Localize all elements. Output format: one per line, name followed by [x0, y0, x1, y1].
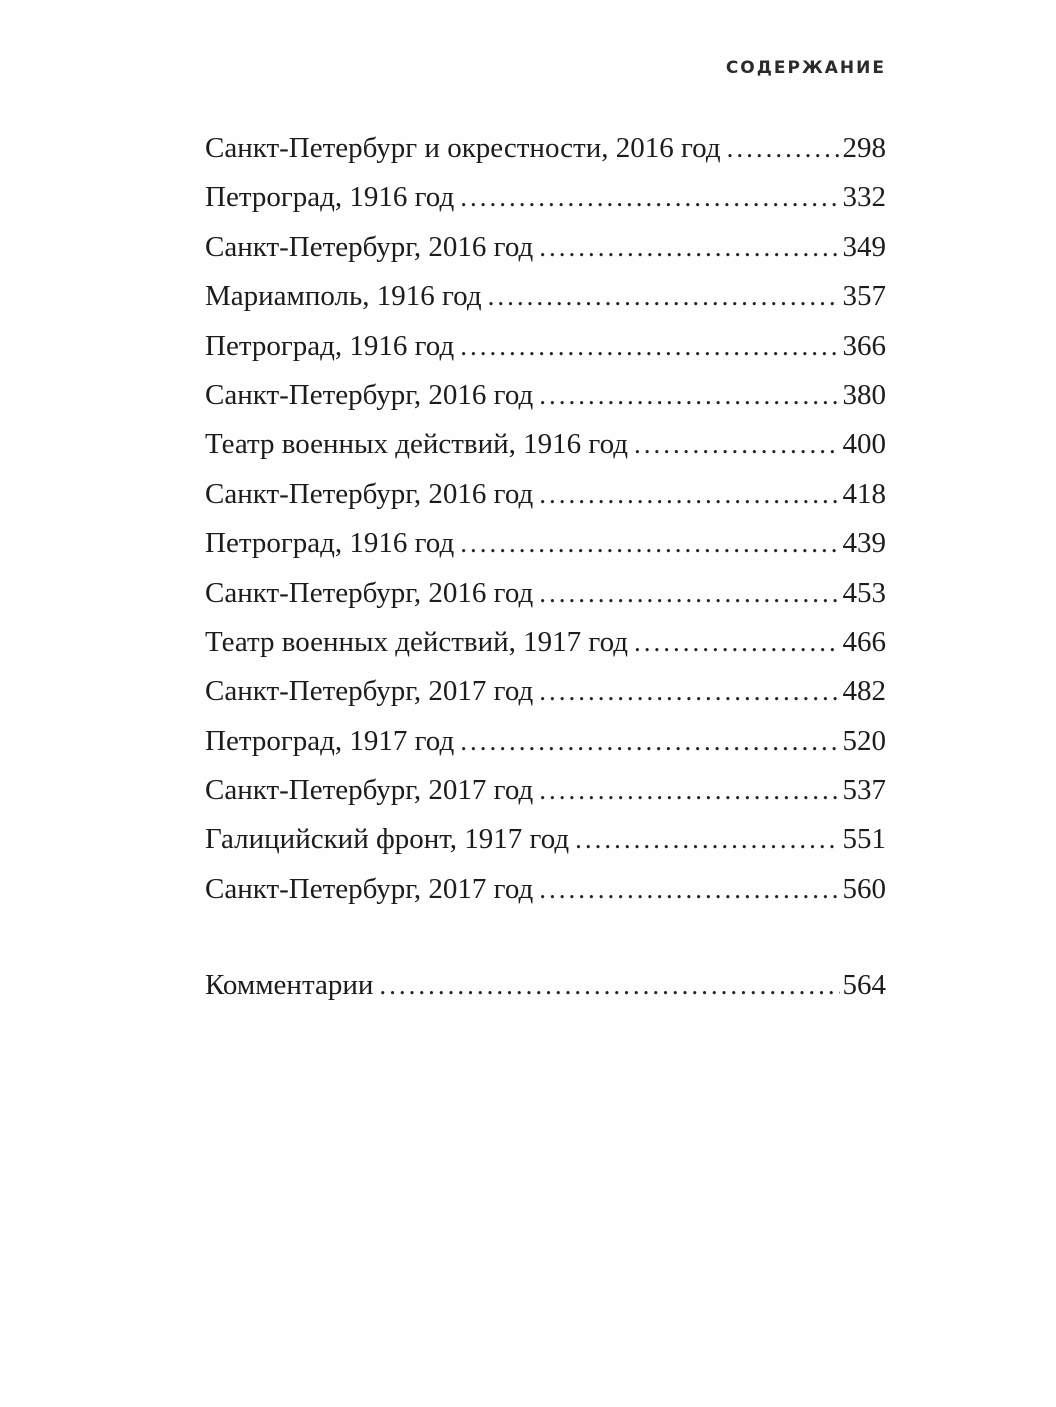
- toc-leader-dots: [539, 667, 839, 716]
- toc-entry-title: Санкт-Петербург, 2017 год: [205, 675, 534, 708]
- toc-entry-title: Театр военных действий, 1916 год: [205, 428, 628, 461]
- toc-entry-title: Театр военных действий, 1917 год: [205, 625, 628, 658]
- toc-entry: [205, 420, 886, 469]
- toc-leader-dots: [539, 865, 839, 914]
- toc-leader-dots: [460, 717, 839, 766]
- toc-entry-page: 349: [842, 230, 886, 263]
- toc-entry-title: Галицийский фронт, 1917 год: [205, 823, 570, 856]
- toc-entry: [205, 322, 886, 371]
- toc-entry-page: 466: [842, 625, 886, 658]
- toc-entry-page: 418: [842, 477, 886, 510]
- toc-leader-dots: [460, 173, 839, 222]
- toc-leader-dots: [460, 322, 839, 371]
- toc-entry-title: Санкт-Петербург и окрестности, 2016 год: [205, 132, 721, 164]
- toc-leader-dots: [379, 961, 839, 1010]
- toc-entry-title: Мариамполь, 1916 год: [205, 280, 482, 313]
- toc-entry: [205, 519, 886, 568]
- toc-entry-page: 357: [842, 280, 886, 313]
- toc-entry-title: Петроград, 1916 год: [205, 527, 455, 560]
- toc-entry: [205, 766, 886, 815]
- toc-entry: [205, 173, 886, 222]
- toc-entry-title: Санкт-Петербург, 2016 год: [205, 477, 534, 510]
- toc-leader-dots: [575, 815, 839, 864]
- toc-entry-page: 298: [842, 132, 886, 164]
- toc-entry-page: 560: [842, 872, 886, 905]
- toc-entry-title: Петроград, 1916 год: [205, 181, 455, 214]
- toc-entry-page: 453: [842, 576, 886, 609]
- toc-entry: [205, 865, 886, 914]
- toc-entry: [205, 815, 886, 864]
- toc-entry: [205, 569, 886, 618]
- toc-entry-page: 551: [842, 823, 886, 856]
- toc-entry-page: 564: [842, 969, 886, 1002]
- toc-entry-page: 332: [842, 181, 886, 214]
- toc-leader-dots: [634, 618, 840, 667]
- toc-entry-title: Санкт-Петербург, 2016 год: [205, 576, 534, 609]
- toc-leader-dots: [460, 519, 839, 568]
- toc-list: [205, 124, 886, 914]
- toc-entry: [205, 717, 886, 766]
- toc-entry: [205, 223, 886, 272]
- toc-entry: [205, 667, 886, 716]
- toc-entry: [205, 124, 886, 173]
- toc-leader-dots: [539, 470, 839, 519]
- toc-entry: [205, 470, 886, 519]
- toc-entry-page: 520: [842, 724, 886, 757]
- toc-entry-page: 537: [842, 774, 886, 807]
- running-head: [205, 58, 886, 78]
- toc-entry-page: 380: [842, 378, 886, 411]
- toc-entry-comments: [205, 961, 886, 1010]
- toc-leader-dots: [488, 272, 840, 321]
- toc-entry-title: Санкт-Петербург, 2016 год: [205, 230, 534, 263]
- toc-entry: [205, 371, 886, 420]
- toc-entry-page: 400: [842, 428, 886, 461]
- toc-entry: [205, 272, 886, 321]
- toc-leader-dots: [539, 371, 839, 420]
- toc-entry-title: Санкт-Петербург, 2016 год: [205, 378, 534, 411]
- toc-entry-page: 366: [842, 329, 886, 362]
- toc-entry-title: Петроград, 1916 год: [205, 329, 455, 362]
- toc-entry-title: Санкт-Петербург, 2017 год: [205, 872, 534, 905]
- toc-entry-title: Санкт-Петербург, 2017 год: [205, 774, 534, 807]
- toc-leader-dots: [634, 420, 840, 469]
- toc-entry: [205, 618, 886, 667]
- toc-leader-dots: [539, 223, 839, 272]
- toc-leader-dots: [727, 124, 840, 173]
- page-title: СОДЕРЖАНИЕ: [725, 58, 886, 78]
- toc-leader-dots: [539, 766, 839, 815]
- toc-entry-page: 439: [842, 527, 886, 560]
- toc-leader-dots: [539, 569, 839, 618]
- toc-entry-page: 482: [842, 675, 886, 708]
- toc-entry-title: Петроград, 1917 год: [205, 724, 455, 757]
- toc-entry-title: Комментарии: [205, 969, 374, 1002]
